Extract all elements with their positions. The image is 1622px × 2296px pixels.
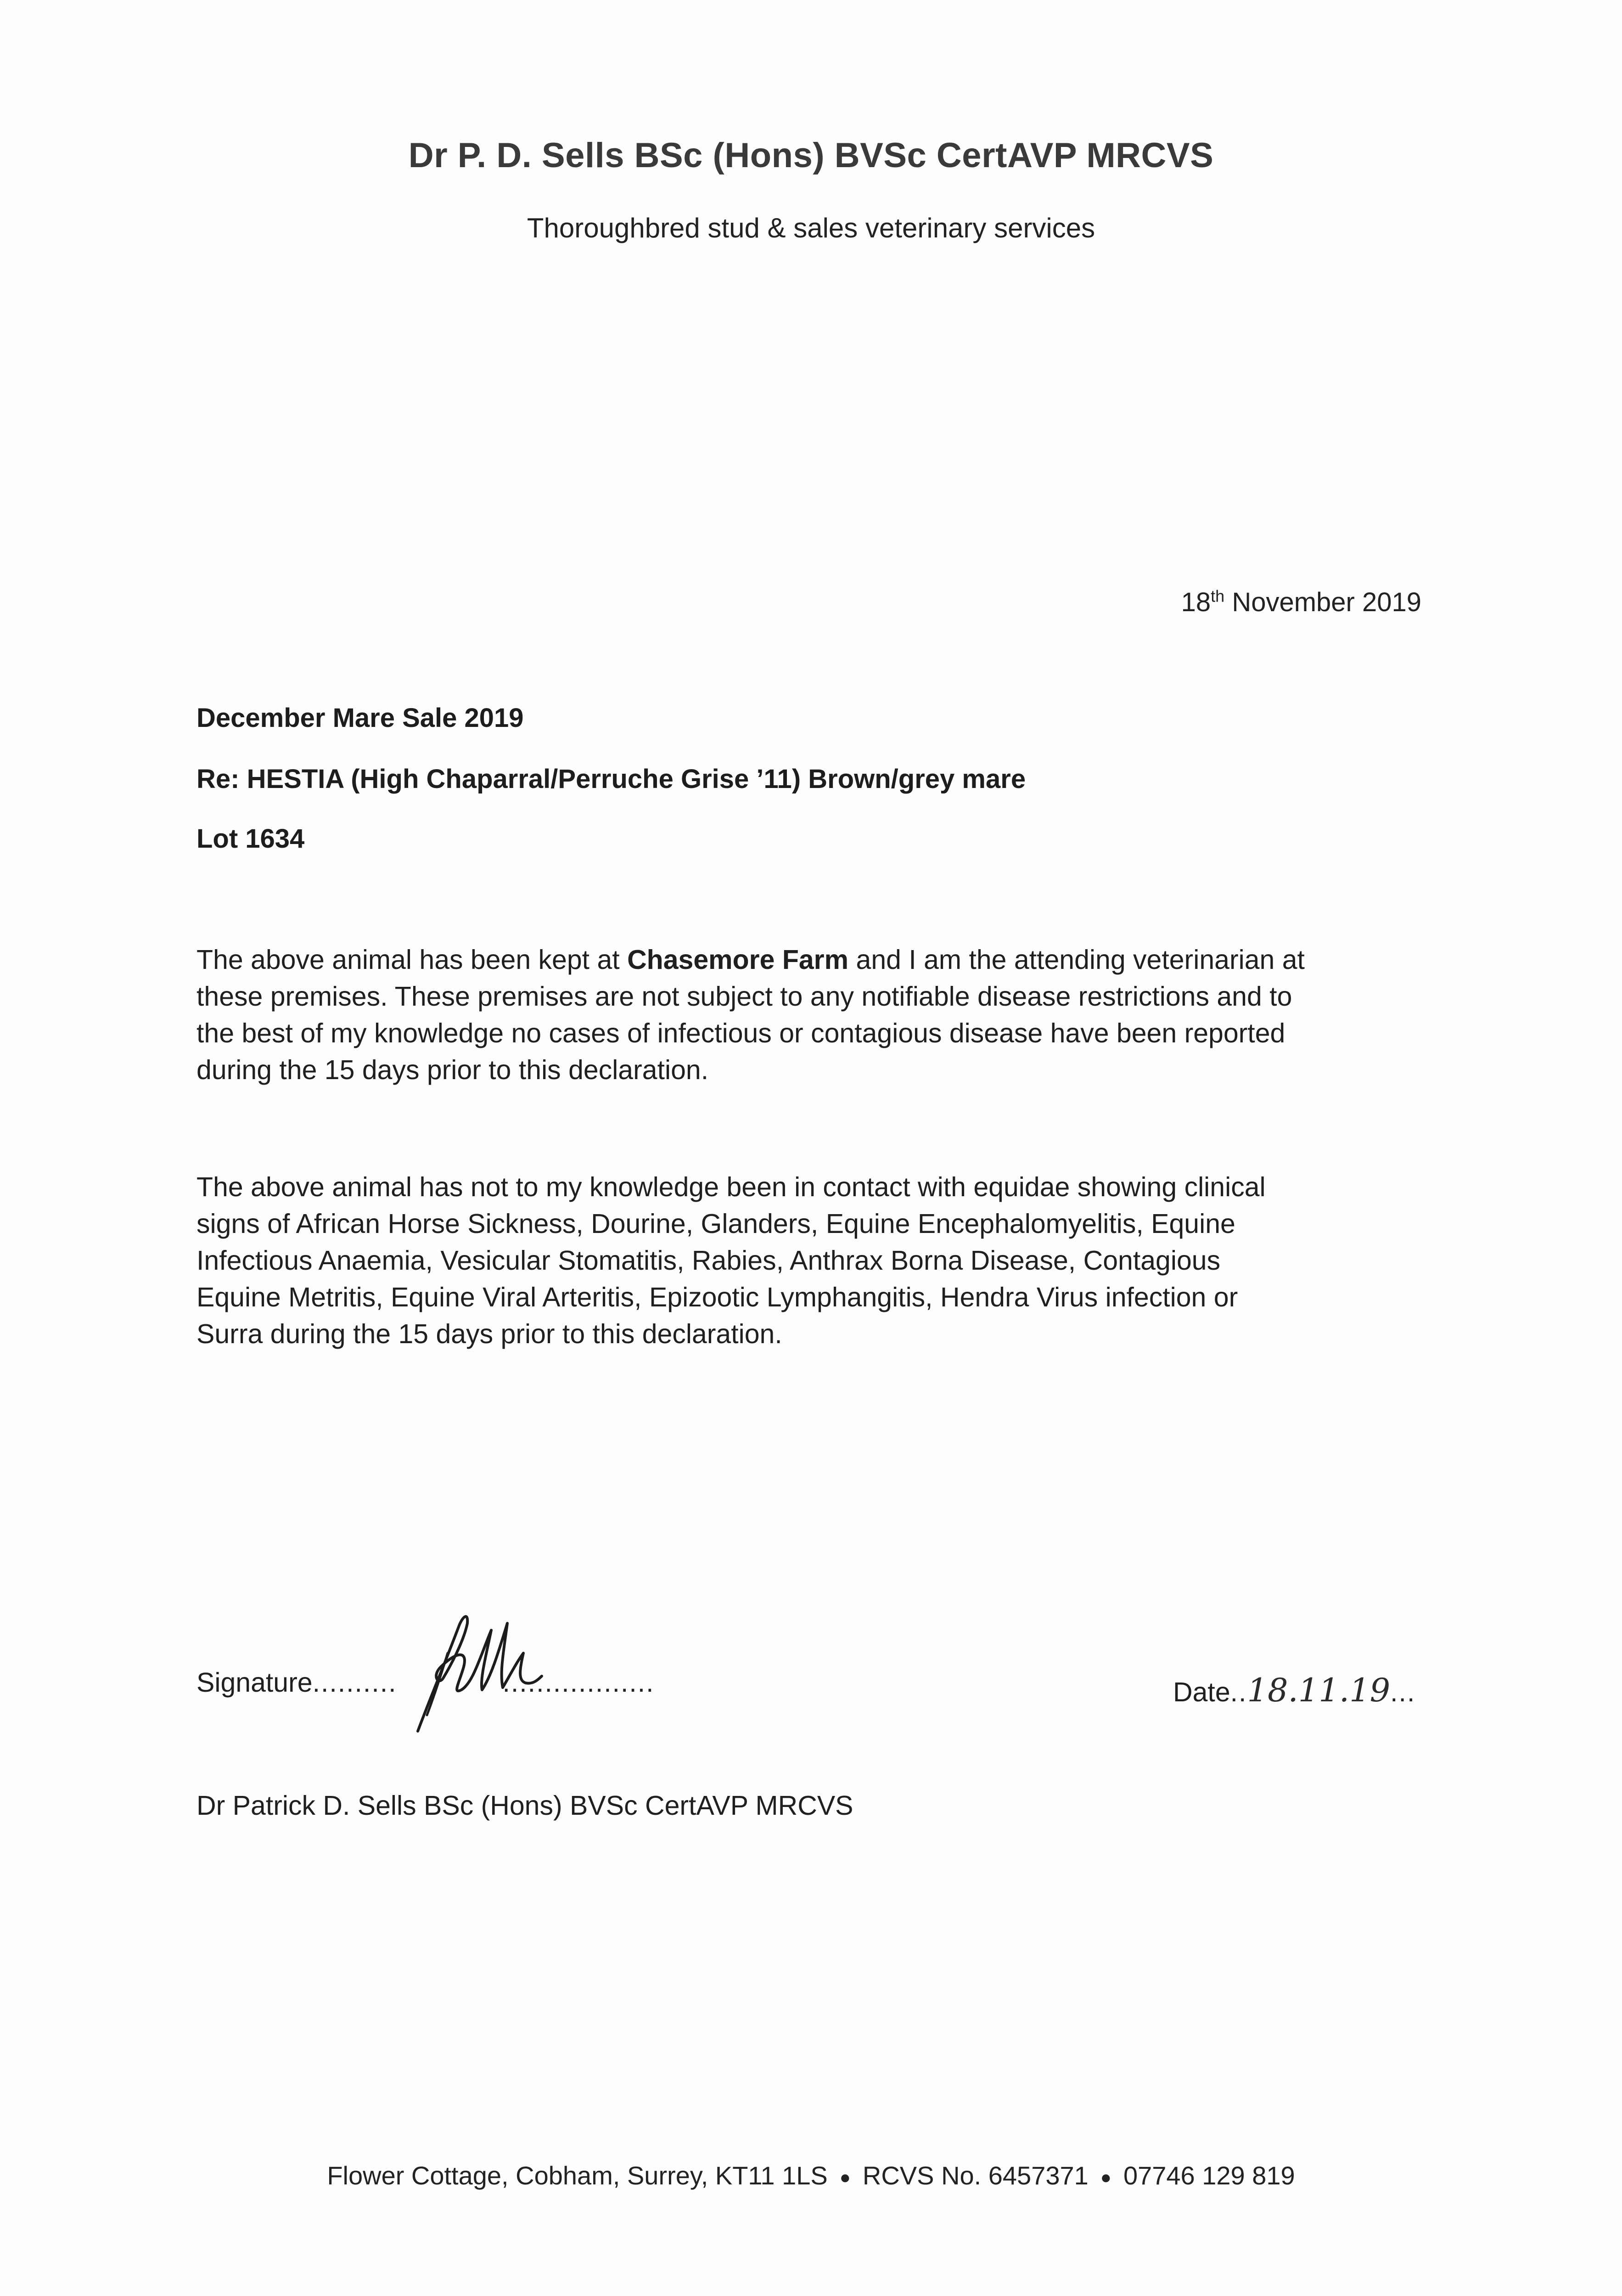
letter-date-rest: November 2019 <box>1232 587 1421 617</box>
paragraph-2-line-3: Infectious Anaemia, Vesicular Stomatitis, Rabies, Anthrax Borna Disease, Contagious <box>196 1245 1221 1276</box>
paragraph-2-line-5: Surra during the 15 days prior to this declaration. <box>196 1319 782 1349</box>
re-heading: Re: HESTIA (High Chaparral/Perruche Grise ’11) Brown/grey mare <box>196 764 1026 794</box>
letterhead-name: Dr P. D. Sells BSc (Hons) BVSc CertAVP MRCVS <box>408 136 1214 175</box>
footer-phone: 07746 129 819 <box>1123 2161 1295 2190</box>
paragraph-2-line-4: Equine Metritis, Equine Viral Arteritis, Epizootic Lymphangitis, Hendra Virus infection or <box>196 1282 1238 1312</box>
date-dots-before: .. <box>1230 1677 1247 1707</box>
declaration-paragraph-1 <box>196 941 1436 1088</box>
farm-name: Chasemore Farm <box>627 945 849 975</box>
signature-dots-after: .................. <box>502 1667 655 1698</box>
date-label: Date <box>1173 1677 1230 1707</box>
letterhead-tagline: Thoroughbred stud & sales veterinary services <box>527 213 1095 243</box>
letter-date-suffix: th <box>1211 586 1225 606</box>
printed-signatory-name: Dr Patrick D. Sells BSc (Hons) BVSc CertAVP MRCVS <box>196 1790 853 1821</box>
date-dots-after: ... <box>1390 1677 1416 1707</box>
paragraph-2-line-1: The above animal has not to my knowledge been in contact with equidae showing clinical <box>196 1172 1266 1202</box>
letter-date-day: 18 <box>1181 587 1211 617</box>
paragraph-2-line-2: signs of African Horse Sickness, Dourine, Glanders, Equine Encephalomyelitis, Equine <box>196 1209 1235 1239</box>
sale-heading: December Mare Sale 2019 <box>196 703 524 733</box>
signature-label: Signature <box>196 1667 313 1698</box>
footer-bullet-icon: ● <box>839 2167 851 2188</box>
handwritten-date: 18.11.19 <box>1247 1671 1391 1709</box>
signature-date-line <box>1173 1671 1415 1709</box>
paragraph-1-line-1: The above animal has been kept at Chasemore Farm and I am the attending veterinarian at <box>196 945 1305 975</box>
paragraph-1-line-3: the best of my knowledge no cases of infectious or contagious disease have been reported <box>196 1018 1285 1048</box>
signature-dots-before: .......... <box>312 1667 397 1698</box>
letter-date <box>1181 587 1421 618</box>
lot-heading: Lot 1634 <box>196 824 305 854</box>
declaration-paragraph-2 <box>196 1169 1436 1352</box>
footer-bullet-icon: ● <box>1100 2167 1111 2188</box>
paragraph-1-line-2: these premises. These premises are not subject to any notifiable disease restrictions and to <box>196 981 1292 1012</box>
footer-address: Flower Cottage, Cobham, Surrey, KT11 1LS <box>327 2161 828 2190</box>
footer-rcvs-number: RCVS No. 6457371 <box>862 2161 1089 2190</box>
paragraph-1-line-4: during the 15 days prior to this declaration. <box>196 1055 709 1085</box>
letter-footer <box>0 2161 1622 2190</box>
handwritten-signature <box>399 1598 551 1736</box>
